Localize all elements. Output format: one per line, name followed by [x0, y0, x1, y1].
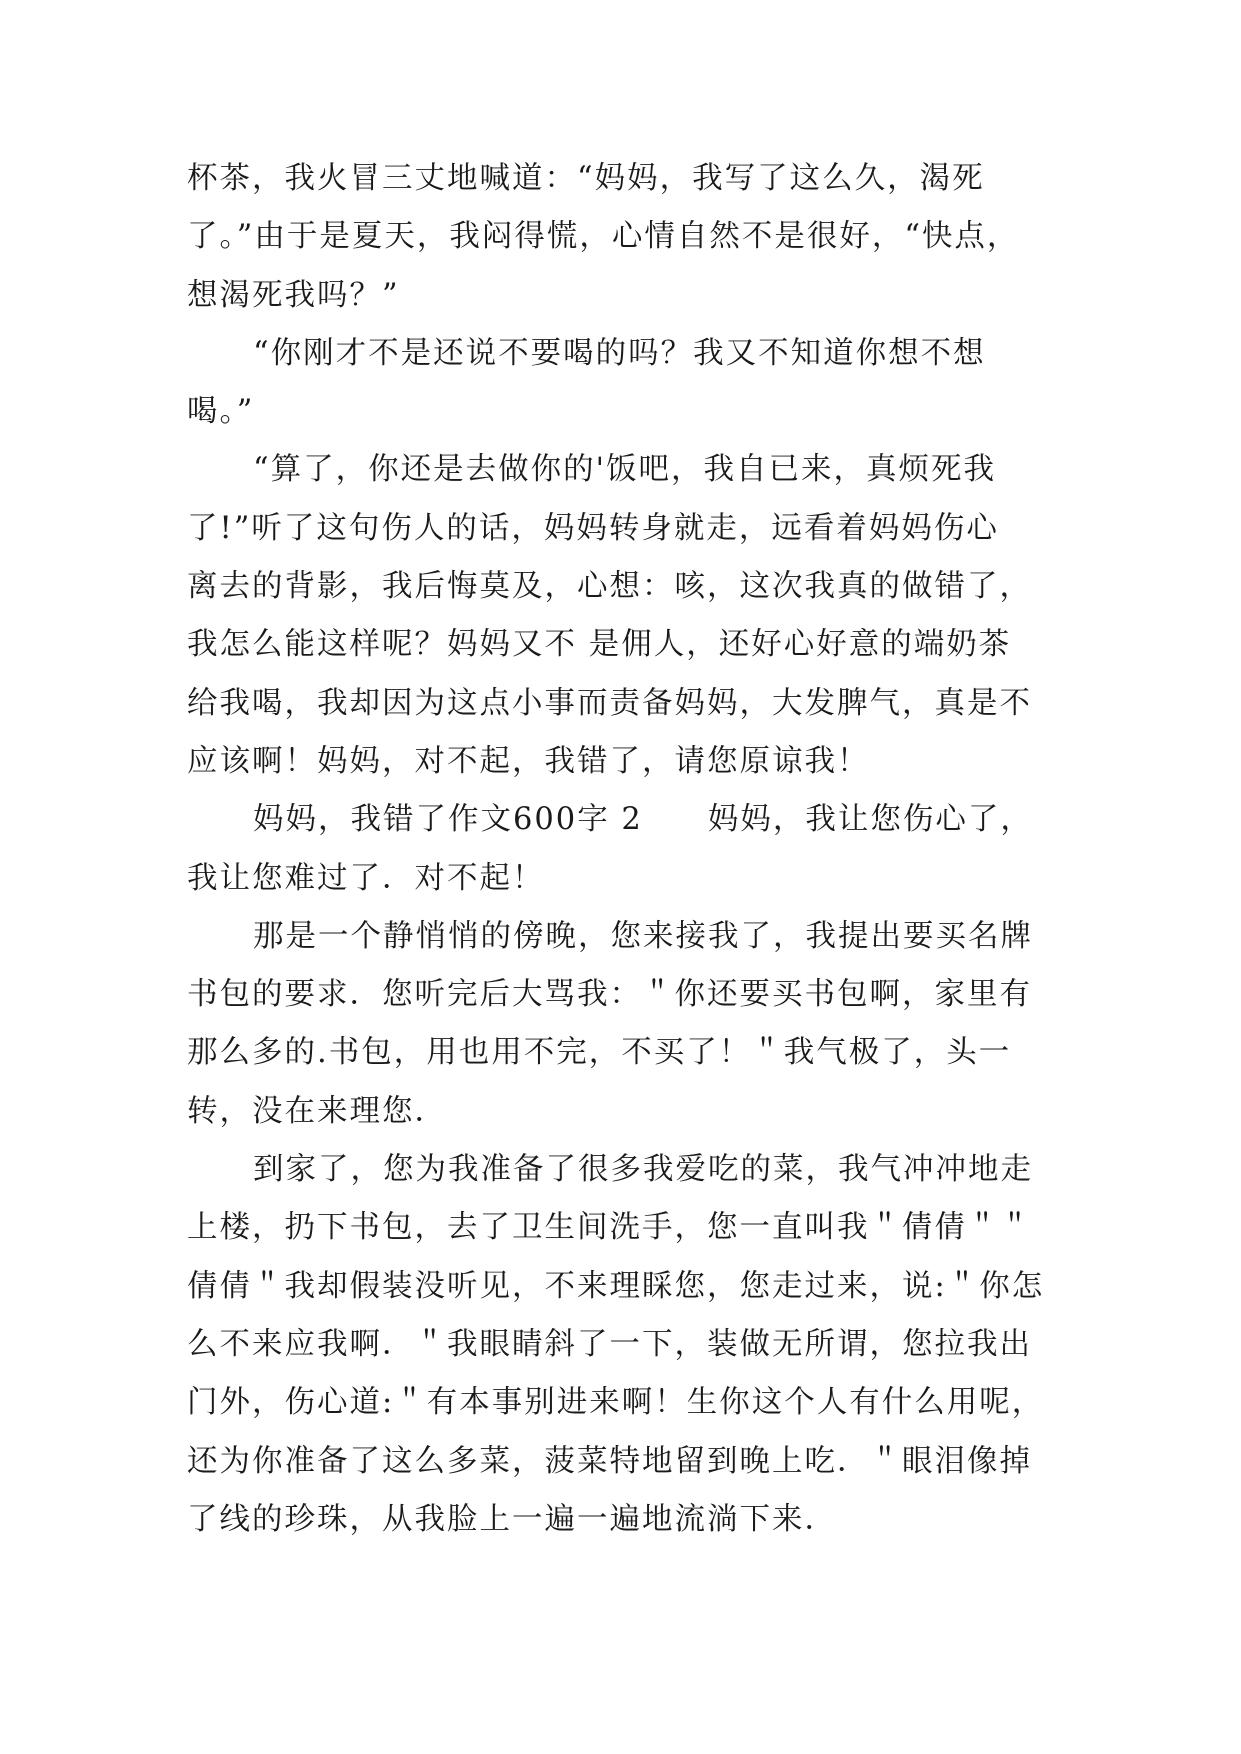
text-line: 门外，伤心道:＂有本事别进来啊！生你这个人有什么用呢，: [187, 1385, 1045, 1421]
text-line: 还为你准备了这么多菜，菠菜特地留到晚上吃．＂眼泪像掉: [187, 1443, 1032, 1479]
text-line: 了!”听了这句伤人的话，妈妈转身就走，远看着妈妈伤心: [187, 510, 999, 546]
text-line: “你刚才不是还说不要喝的吗？我又不知道你想不想: [253, 335, 986, 371]
text-line: 想渴死我吗？”: [187, 277, 400, 313]
text-line: 那么多的.书包，用也用不完，不买了！＂我气极了，头一: [187, 1035, 1012, 1071]
text-line: 离去的背影，我后悔莫及，心想：咳，这次我真的做错了，: [187, 569, 1032, 605]
text-line: 给我喝，我却因为这点小事而责备妈妈，大发脾气，真是不: [187, 685, 1032, 721]
text-line: 转，没在来理您．: [187, 1093, 447, 1129]
text-line: 妈妈，我错了作文600字 2 妈妈，我让您伤心了，: [253, 802, 1033, 838]
text-line: 应该啊！妈妈，对不起，我错了，请您原谅我！: [187, 743, 870, 779]
text-line: 书包的要求．您听完后大骂我：＂你还要买书包啊，家里有: [187, 977, 1032, 1013]
text-line: 我怎么能这样呢？妈妈又不 是佣人，还好心好意的端奶茶: [187, 627, 1012, 663]
text-line: 杯茶，我火冒三丈地喊道：“妈妈，我写了这么久，渴死: [187, 161, 985, 196]
text-line: 倩倩＂我却假装没听见，不来理睬您，您走过来，说:＂你怎: [187, 1268, 1045, 1304]
text-line: 我让您难过了．对不起！: [187, 860, 545, 896]
text-line: 那是一个静悄悄的傍晚，您来接我了，我提出要买名牌: [253, 918, 1033, 954]
text-line: 上楼，扔下书包，去了卫生间洗手，您一直叫我＂倩倩＂＂: [187, 1210, 1032, 1246]
text-line: 到家了，您为我准备了很多我爱吃的菜，我气冲冲地走: [253, 1152, 1033, 1188]
text-line: “算了，你还是去做你的'饭吧，我自已来，真烦死我: [253, 452, 996, 488]
text-line: 么不来应我啊．＂我眼睛斜了一下，装做无所谓，您拉我出: [187, 1326, 1032, 1362]
text-line: 喝。”: [187, 394, 255, 430]
essay-body: [187, 150, 1067, 1549]
text-line: 了。”由于是夏天，我闷得慌，心情自然不是很好，“快点，: [187, 219, 1020, 255]
text-line: 了线的珍珠，从我脸上一遍一遍地流淌下来．: [187, 1501, 837, 1537]
